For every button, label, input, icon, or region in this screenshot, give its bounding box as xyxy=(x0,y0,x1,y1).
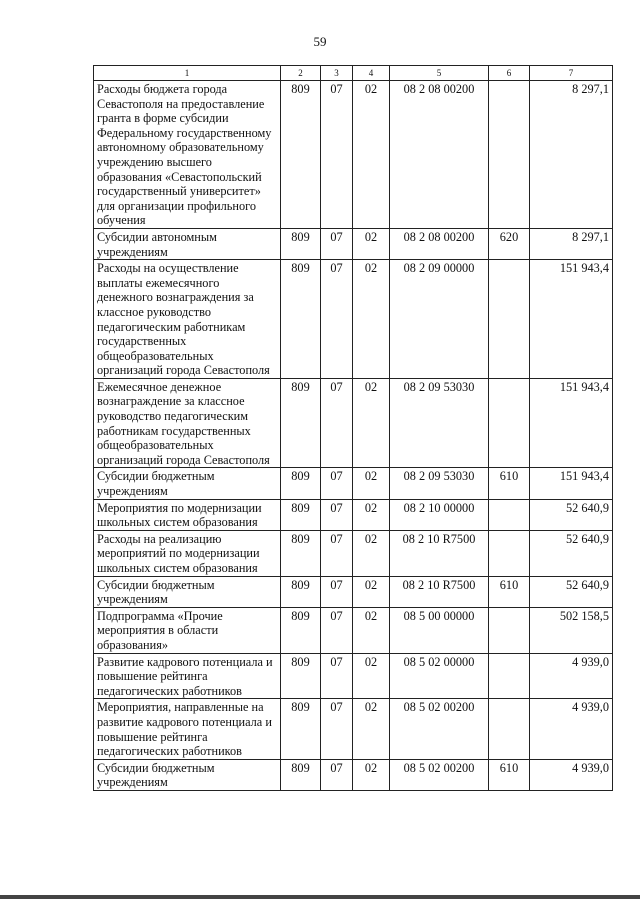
cell-c7: 52 640,9 xyxy=(530,530,613,576)
cell-c6 xyxy=(489,607,530,653)
cell-c3: 07 xyxy=(321,576,353,607)
cell-c3: 07 xyxy=(321,759,353,790)
cell-c2: 809 xyxy=(281,378,321,468)
cell-c4: 02 xyxy=(353,260,390,379)
col-header-2: 2 xyxy=(281,66,321,81)
cell-c7: 4 939,0 xyxy=(530,699,613,759)
table-row xyxy=(94,260,613,379)
cell-c4: 02 xyxy=(353,378,390,468)
cell-c4: 02 xyxy=(353,699,390,759)
table-row xyxy=(94,759,613,790)
cell-c5: 08 2 09 53030 xyxy=(390,468,489,499)
cell-c2: 809 xyxy=(281,530,321,576)
cell-name: Субсидии автономным учреждениям xyxy=(94,228,281,259)
cell-c2: 809 xyxy=(281,607,321,653)
cell-c5: 08 2 08 00200 xyxy=(390,228,489,259)
table-row xyxy=(94,699,613,759)
col-header-6: 6 xyxy=(489,66,530,81)
cell-c4: 02 xyxy=(353,576,390,607)
cell-c6: 620 xyxy=(489,228,530,259)
cell-name: Субсидии бюджетным учреждениям xyxy=(94,576,281,607)
cell-c5: 08 5 00 00000 xyxy=(390,607,489,653)
cell-c5: 08 2 09 53030 xyxy=(390,378,489,468)
cell-c4: 02 xyxy=(353,499,390,530)
cell-c4: 02 xyxy=(353,607,390,653)
cell-c7: 151 943,4 xyxy=(530,468,613,499)
cell-c4: 02 xyxy=(353,653,390,699)
cell-c7: 151 943,4 xyxy=(530,378,613,468)
budget-table xyxy=(93,65,613,791)
page-number: 59 xyxy=(313,34,327,49)
cell-c6 xyxy=(489,699,530,759)
table-header-row xyxy=(94,66,613,81)
cell-c5: 08 2 08 00200 xyxy=(390,81,489,229)
cell-c7: 52 640,9 xyxy=(530,576,613,607)
col-header-5: 5 xyxy=(390,66,489,81)
cell-c7: 502 158,5 xyxy=(530,607,613,653)
cell-c2: 809 xyxy=(281,699,321,759)
cell-c6: 610 xyxy=(489,759,530,790)
cell-name: Подпрограмма «Прочие мероприятия в области образования» xyxy=(94,607,281,653)
cell-c5: 08 2 09 00000 xyxy=(390,260,489,379)
cell-c5: 08 2 10 R7500 xyxy=(390,530,489,576)
cell-c3: 07 xyxy=(321,607,353,653)
cell-c5: 08 2 10 R7500 xyxy=(390,576,489,607)
cell-c3: 07 xyxy=(321,81,353,229)
cell-name: Мероприятия, направленные на развитие кадрового потенциала и повышение рейтинга педагогических работников xyxy=(94,699,281,759)
cell-c5: 08 5 02 00200 xyxy=(390,699,489,759)
cell-c7: 151 943,4 xyxy=(530,260,613,379)
cell-c2: 809 xyxy=(281,228,321,259)
cell-c5: 08 2 10 00000 xyxy=(390,499,489,530)
cell-name: Мероприятия по модернизации школьных систем образования xyxy=(94,499,281,530)
cell-c7: 4 939,0 xyxy=(530,653,613,699)
cell-c2: 809 xyxy=(281,576,321,607)
cell-c3: 07 xyxy=(321,468,353,499)
cell-c3: 07 xyxy=(321,378,353,468)
col-header-1: 1 xyxy=(94,66,281,81)
cell-c3: 07 xyxy=(321,260,353,379)
cell-c5: 08 5 02 00200 xyxy=(390,759,489,790)
table-row xyxy=(94,530,613,576)
cell-c4: 02 xyxy=(353,530,390,576)
table-row xyxy=(94,499,613,530)
cell-c4: 02 xyxy=(353,468,390,499)
cell-c4: 02 xyxy=(353,228,390,259)
table-row xyxy=(94,81,613,229)
cell-c7: 8 297,1 xyxy=(530,81,613,229)
cell-name: Ежемесячное денежное вознаграждение за классное руководство педагогическим работникам государственных общеобразовательных организаций города Севастополя xyxy=(94,378,281,468)
cell-c7: 4 939,0 xyxy=(530,759,613,790)
cell-c4: 02 xyxy=(353,759,390,790)
cell-c2: 809 xyxy=(281,499,321,530)
cell-c7: 52 640,9 xyxy=(530,499,613,530)
cell-name: Субсидии бюджетным учреждениям xyxy=(94,759,281,790)
cell-c4: 02 xyxy=(353,81,390,229)
cell-name: Субсидии бюджетным учреждениям xyxy=(94,468,281,499)
cell-c3: 07 xyxy=(321,653,353,699)
cell-c5: 08 5 02 00000 xyxy=(390,653,489,699)
scan-edge-line xyxy=(0,895,640,899)
cell-name: Расходы на реализацию мероприятий по модернизации школьных систем образования xyxy=(94,530,281,576)
cell-name: Развитие кадрового потенциала и повышение рейтинга педагогических работников xyxy=(94,653,281,699)
cell-c2: 809 xyxy=(281,759,321,790)
cell-c6 xyxy=(489,260,530,379)
cell-c6: 610 xyxy=(489,468,530,499)
cell-c2: 809 xyxy=(281,653,321,699)
table-row xyxy=(94,468,613,499)
cell-name: Расходы на осуществление выплаты ежемесячного денежного вознаграждения за классное руководство педагогическим работникам государственных общеобразовательных организаций города Севастополя xyxy=(94,260,281,379)
cell-c6 xyxy=(489,653,530,699)
cell-c2: 809 xyxy=(281,81,321,229)
cell-c3: 07 xyxy=(321,499,353,530)
cell-c6 xyxy=(489,530,530,576)
table-row xyxy=(94,576,613,607)
table-row xyxy=(94,378,613,468)
cell-c2: 809 xyxy=(281,260,321,379)
cell-c6 xyxy=(489,378,530,468)
col-header-4: 4 xyxy=(353,66,390,81)
col-header-7: 7 xyxy=(530,66,613,81)
col-header-3: 3 xyxy=(321,66,353,81)
table-row xyxy=(94,228,613,259)
cell-c3: 07 xyxy=(321,228,353,259)
cell-c7: 8 297,1 xyxy=(530,228,613,259)
cell-c6: 610 xyxy=(489,576,530,607)
cell-c6 xyxy=(489,81,530,229)
cell-name: Расходы бюджета города Севастополя на предоставление гранта в форме субсидии Федеральному государственному автономному образовательному учреждению высшего образования «Севастопольский государственный университет» для организации профильного обучения xyxy=(94,81,281,229)
cell-c2: 809 xyxy=(281,468,321,499)
table-row xyxy=(94,653,613,699)
cell-c6 xyxy=(489,499,530,530)
table-row xyxy=(94,607,613,653)
cell-c3: 07 xyxy=(321,530,353,576)
cell-c3: 07 xyxy=(321,699,353,759)
